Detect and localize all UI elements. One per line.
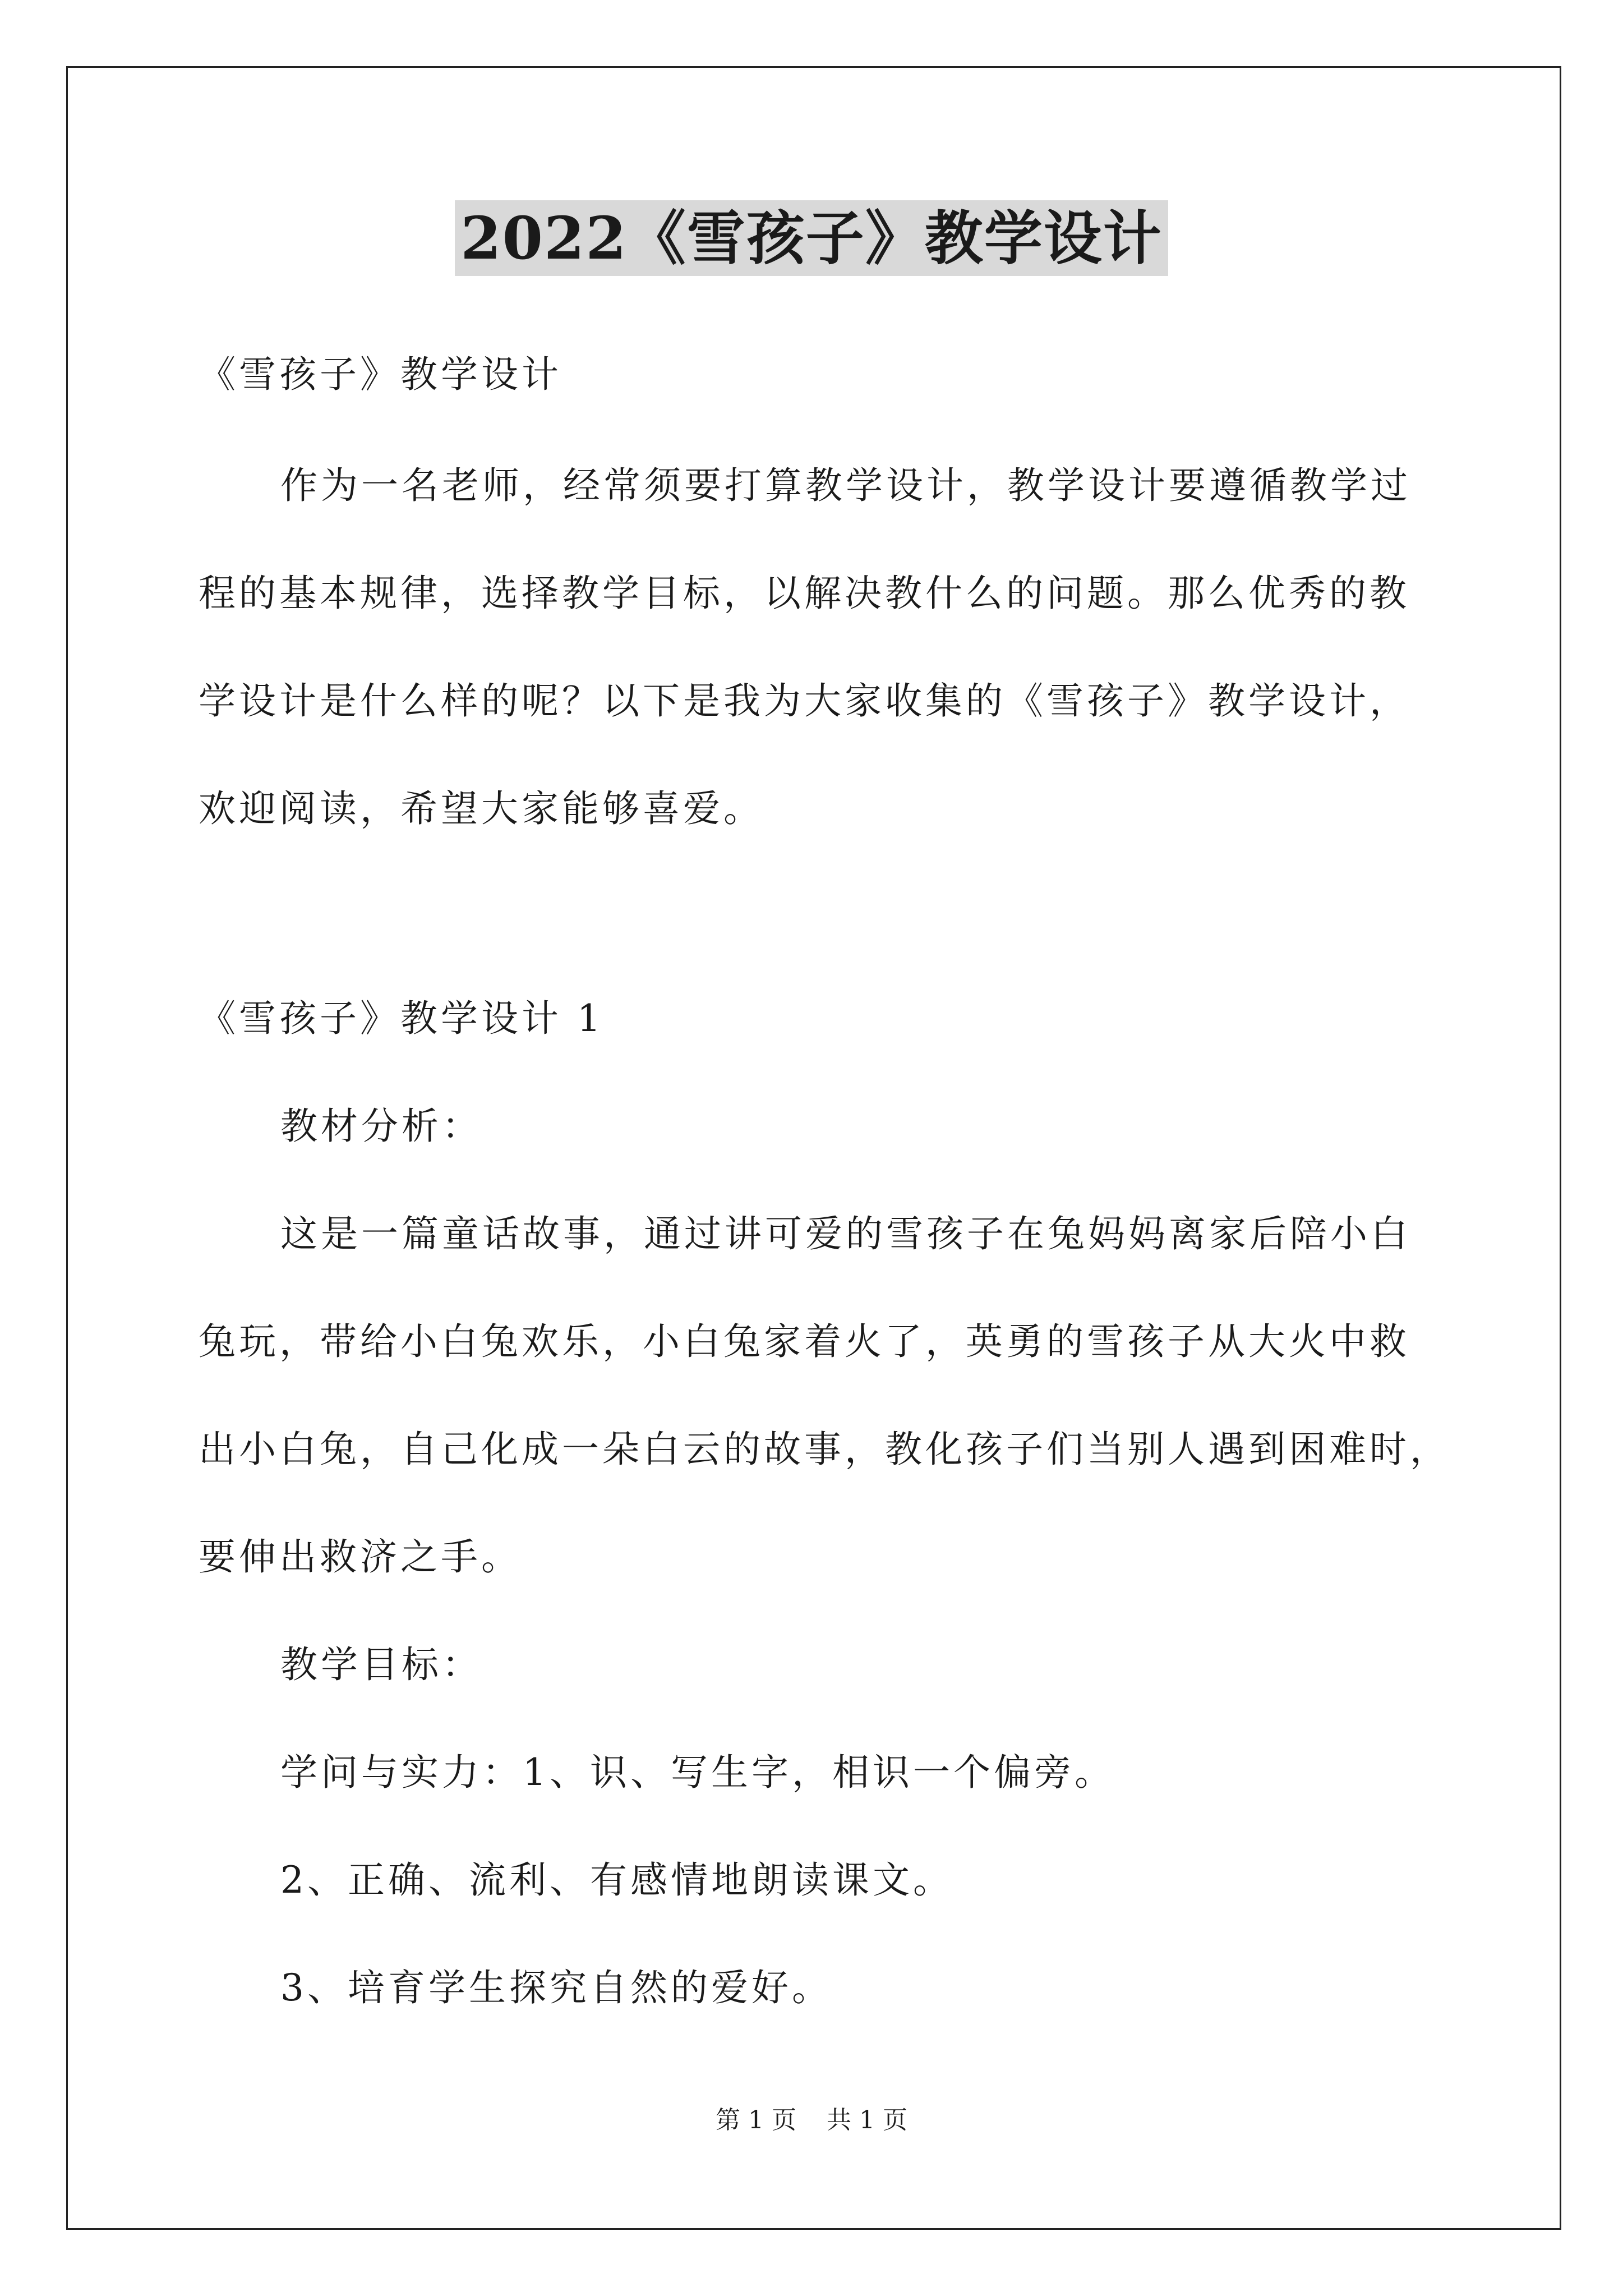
paragraph-line: 出小白兔，自己化成一朵白云的故事，教化孩子们当别人遇到困难时，: [199, 1428, 1450, 1471]
page-number: 第 1 页: [716, 2106, 796, 2134]
paragraph-line: 要伸出救济之手。: [199, 1535, 522, 1579]
paragraph-line: 2、正确、流利、有感情地朗读课文。: [280, 1858, 953, 1902]
paragraph-line: 教学目标：: [280, 1643, 482, 1686]
paragraph-line: 学设计是什么样的呢？以下是我为大家收集的《雪孩子》教学设计，: [199, 679, 1410, 723]
document-title: 2022《雪孩子》教学设计: [0, 196, 1623, 280]
paragraph-line: 学问与实力：1、识、写生字，相识一个偏旁。: [280, 1751, 1115, 1794]
paragraph-line: 3、培育学生探究自然的爱好。: [280, 1966, 832, 2009]
paragraph-line: 教材分析：: [280, 1105, 482, 1148]
paragraph-line: 欢迎阅读，希望大家能够喜爱。: [199, 787, 764, 830]
paragraph-line: 兔玩，带给小白兔欢乐，小白兔家着火了，英勇的雪孩子从大火中救: [199, 1320, 1410, 1363]
paragraph-line: 作为一名老师，经常须要打算教学设计，教学设计要遵循教学过: [280, 464, 1411, 507]
page-total: 共 1 页: [827, 2106, 907, 2134]
page-footer: [0, 2104, 1623, 2137]
section-heading: 《雪孩子》教学设计 1: [199, 997, 604, 1040]
subtitle-line: 《雪孩子》教学设计: [199, 353, 562, 396]
paragraph-line: 这是一篇童话故事，通过讲可爱的雪孩子在兔妈妈离家后陪小白: [280, 1212, 1411, 1255]
paragraph-line: 程的基本规律，选择教学目标，以解决教什么的问题。那么优秀的教: [199, 572, 1410, 615]
